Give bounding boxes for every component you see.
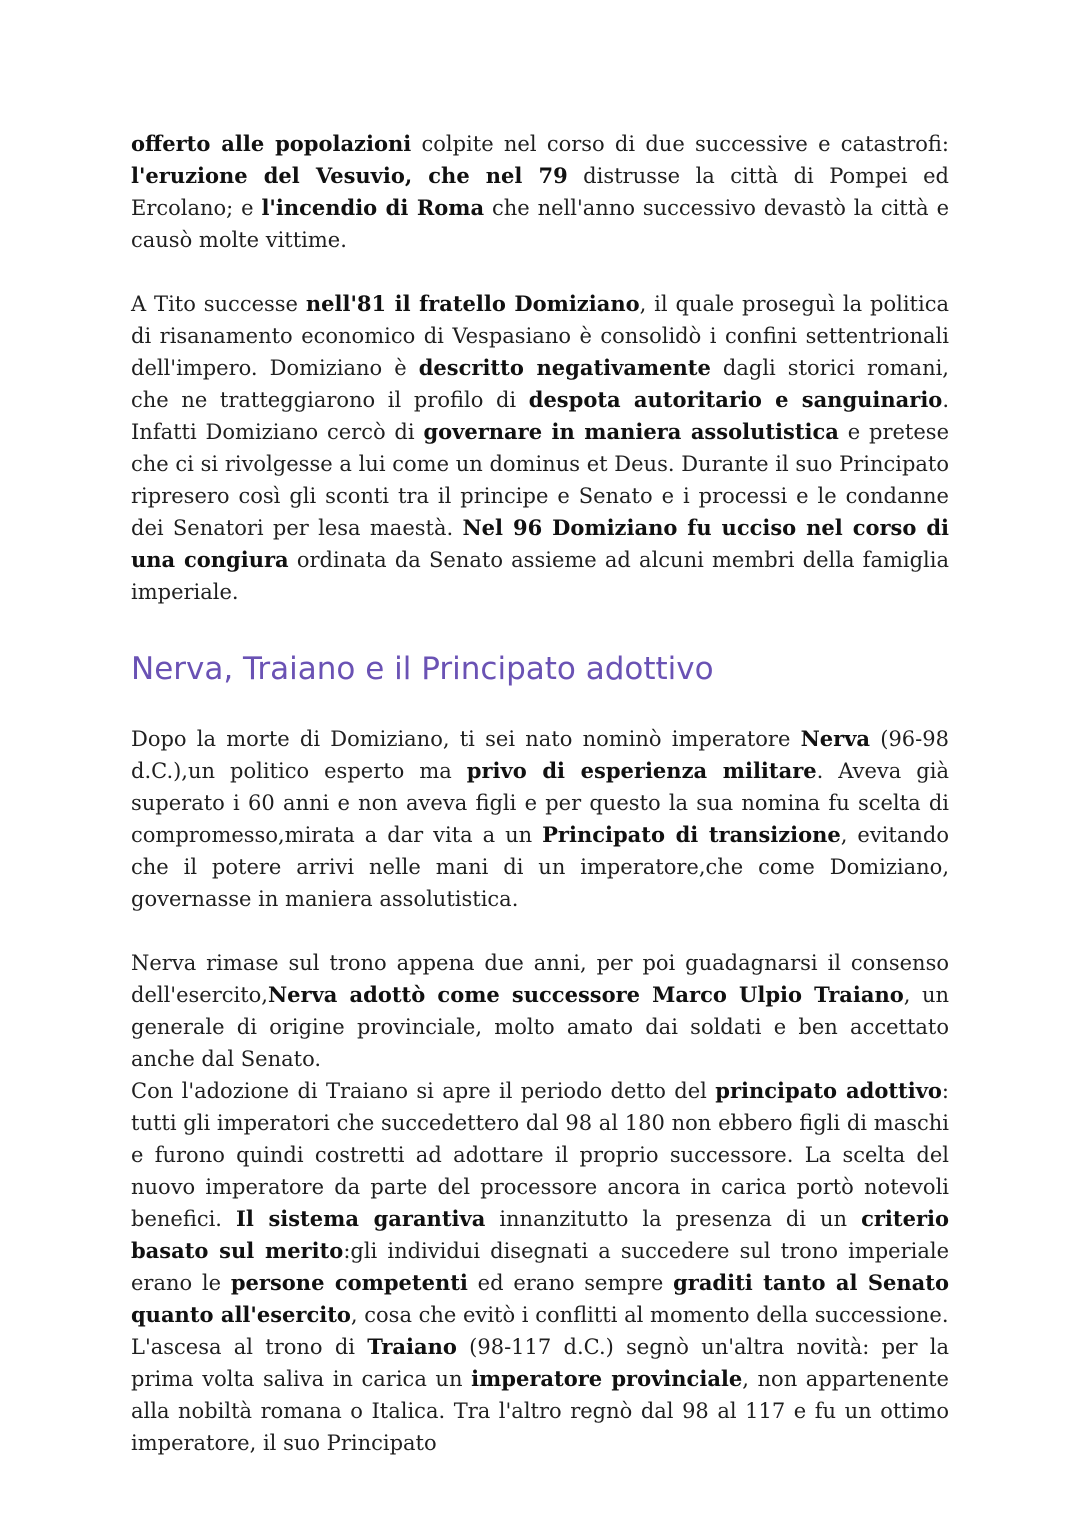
section-heading: Nerva, Traiano e il Principato adottivo [131, 651, 714, 687]
text-run: :gli individui disegnati a succedere sul trono imperiale erano le [131, 1239, 949, 1295]
paragraph-traiano [131, 1331, 949, 1459]
text-run: . Aveva già superato i 60 anni e non aveva figli e per questo la sua nomina fu scelta di compromesso,mirata a dar vita a un [131, 759, 949, 847]
bold-text-run: criterio basato sul merito [131, 1206, 950, 1263]
text-run: colpite nel corso di due successive e catastrofi: [411, 132, 949, 156]
bold-text-run: privo di esperienza militare [466, 758, 817, 783]
paragraph-nerva-adozione [131, 947, 949, 1075]
text-run: Con l'adozione di Traiano si apre il periodo detto del [131, 1079, 716, 1103]
bold-text-run: Il sistema garantiva [236, 1206, 486, 1231]
bold-text-run: persone competenti [230, 1270, 468, 1295]
bold-text-run: Principato di transizione [542, 822, 841, 847]
text-run: Dopo la morte di Domiziano, ti sei nato nominò imperatore [131, 727, 801, 751]
bold-text-run: Nerva adottò come successore Marco Ulpio Traiano [267, 982, 904, 1007]
bold-text-run: descritto negativamente [418, 355, 711, 380]
text-run: ordinata da Senato assieme ad alcuni membri della famiglia imperiale. [131, 548, 949, 604]
bold-text-run: Nerva [800, 726, 871, 751]
bold-text-run: Traiano [367, 1334, 457, 1359]
text-run: innanzitutto la presenza di un [485, 1207, 862, 1231]
text-run: . Infatti Domiziano cercò di [131, 388, 949, 444]
text-run: che nell'anno successivo devastò la città e causò molte vittime. [131, 196, 950, 252]
paragraph-catastrofi [131, 128, 949, 256]
text-run: L'ascesa al trono di [131, 1335, 368, 1359]
bold-text-run: offerto alle popolazioni [131, 131, 412, 156]
bold-text-run: l'incendio di Roma [261, 195, 485, 220]
bold-text-run: l'eruzione del Vesuvio, che nel 79 [131, 163, 568, 188]
bold-text-run: despota autoritario e sanguinario [528, 387, 943, 412]
paragraph-principato-adottivo [131, 1075, 949, 1331]
paragraph-domiziano [131, 288, 949, 608]
text-run: (98-117 d.C.) segnò un'altra novità: per la prima volta saliva in carica un [131, 1335, 949, 1391]
text-run: e pretese che ci si rivolgesse a lui come un dominus et Deus. Durante il suo Principato ripresero così gli sconti tra il principe e Senato e i processi e le condanne dei Senatori per lesa maestà. [131, 420, 949, 540]
text-run: : tutti gli imperatori che succedettero dal 98 al 180 non ebbero figli di maschi e furono quindi costretti ad adottare il proprio successore. La scelta del nuovo imperatore da parte del processore ancora in carica portò notevoli benefici. [131, 1079, 949, 1231]
bold-text-run: graditi tanto al Senato quanto all'esercito [131, 1270, 949, 1327]
bold-text-run: Nel 96 Domiziano fu ucciso nel corso di una congiura [131, 515, 949, 572]
text-run: Nerva rimase sul trono appena due anni, per poi guadagnarsi il consenso dell'esercito, [131, 951, 949, 1007]
text-run: , non appartenente alla nobiltà romana o Italica. Tra l'altro regnò dal 98 al 117 e fu un ottimo imperatore, il suo Principato [131, 1367, 949, 1455]
text-run: , il quale proseguì la politica di risanamento economico di Vespasiano è consolidò i confini settentrionali dell'impero. Domiziano è [131, 292, 949, 380]
text-run: , cosa che evitò i conflitti al momento della successione. [350, 1303, 949, 1327]
text-run: distrusse la città di Pompei ed Ercolano; e [131, 164, 949, 220]
text-run: , un generale di origine provinciale, molto amato dai soldati e ben accettato anche dal Senato. [131, 983, 949, 1071]
bold-text-run: nell'81 il fratello Domiziano [305, 291, 640, 316]
bold-text-run: principato adottivo [715, 1078, 942, 1103]
text-run: dagli storici romani, che ne tratteggiarono il profilo di [131, 356, 949, 412]
text-run: A Tito successe [131, 292, 306, 316]
document-page [131, 128, 949, 1459]
bold-text-run: governare in maniera assolutistica [423, 419, 839, 444]
paragraph-nerva [131, 723, 949, 915]
text-run: , evitando che il potere arrivi nelle mani di un imperatore,che come Domiziano, governasse in maniera assolutistica. [131, 823, 949, 911]
bold-text-run: imperatore provinciale [471, 1366, 743, 1391]
text-run: ed erano sempre [467, 1271, 674, 1295]
text-run: (96-98 d.C.),un politico esperto ma [131, 727, 949, 783]
